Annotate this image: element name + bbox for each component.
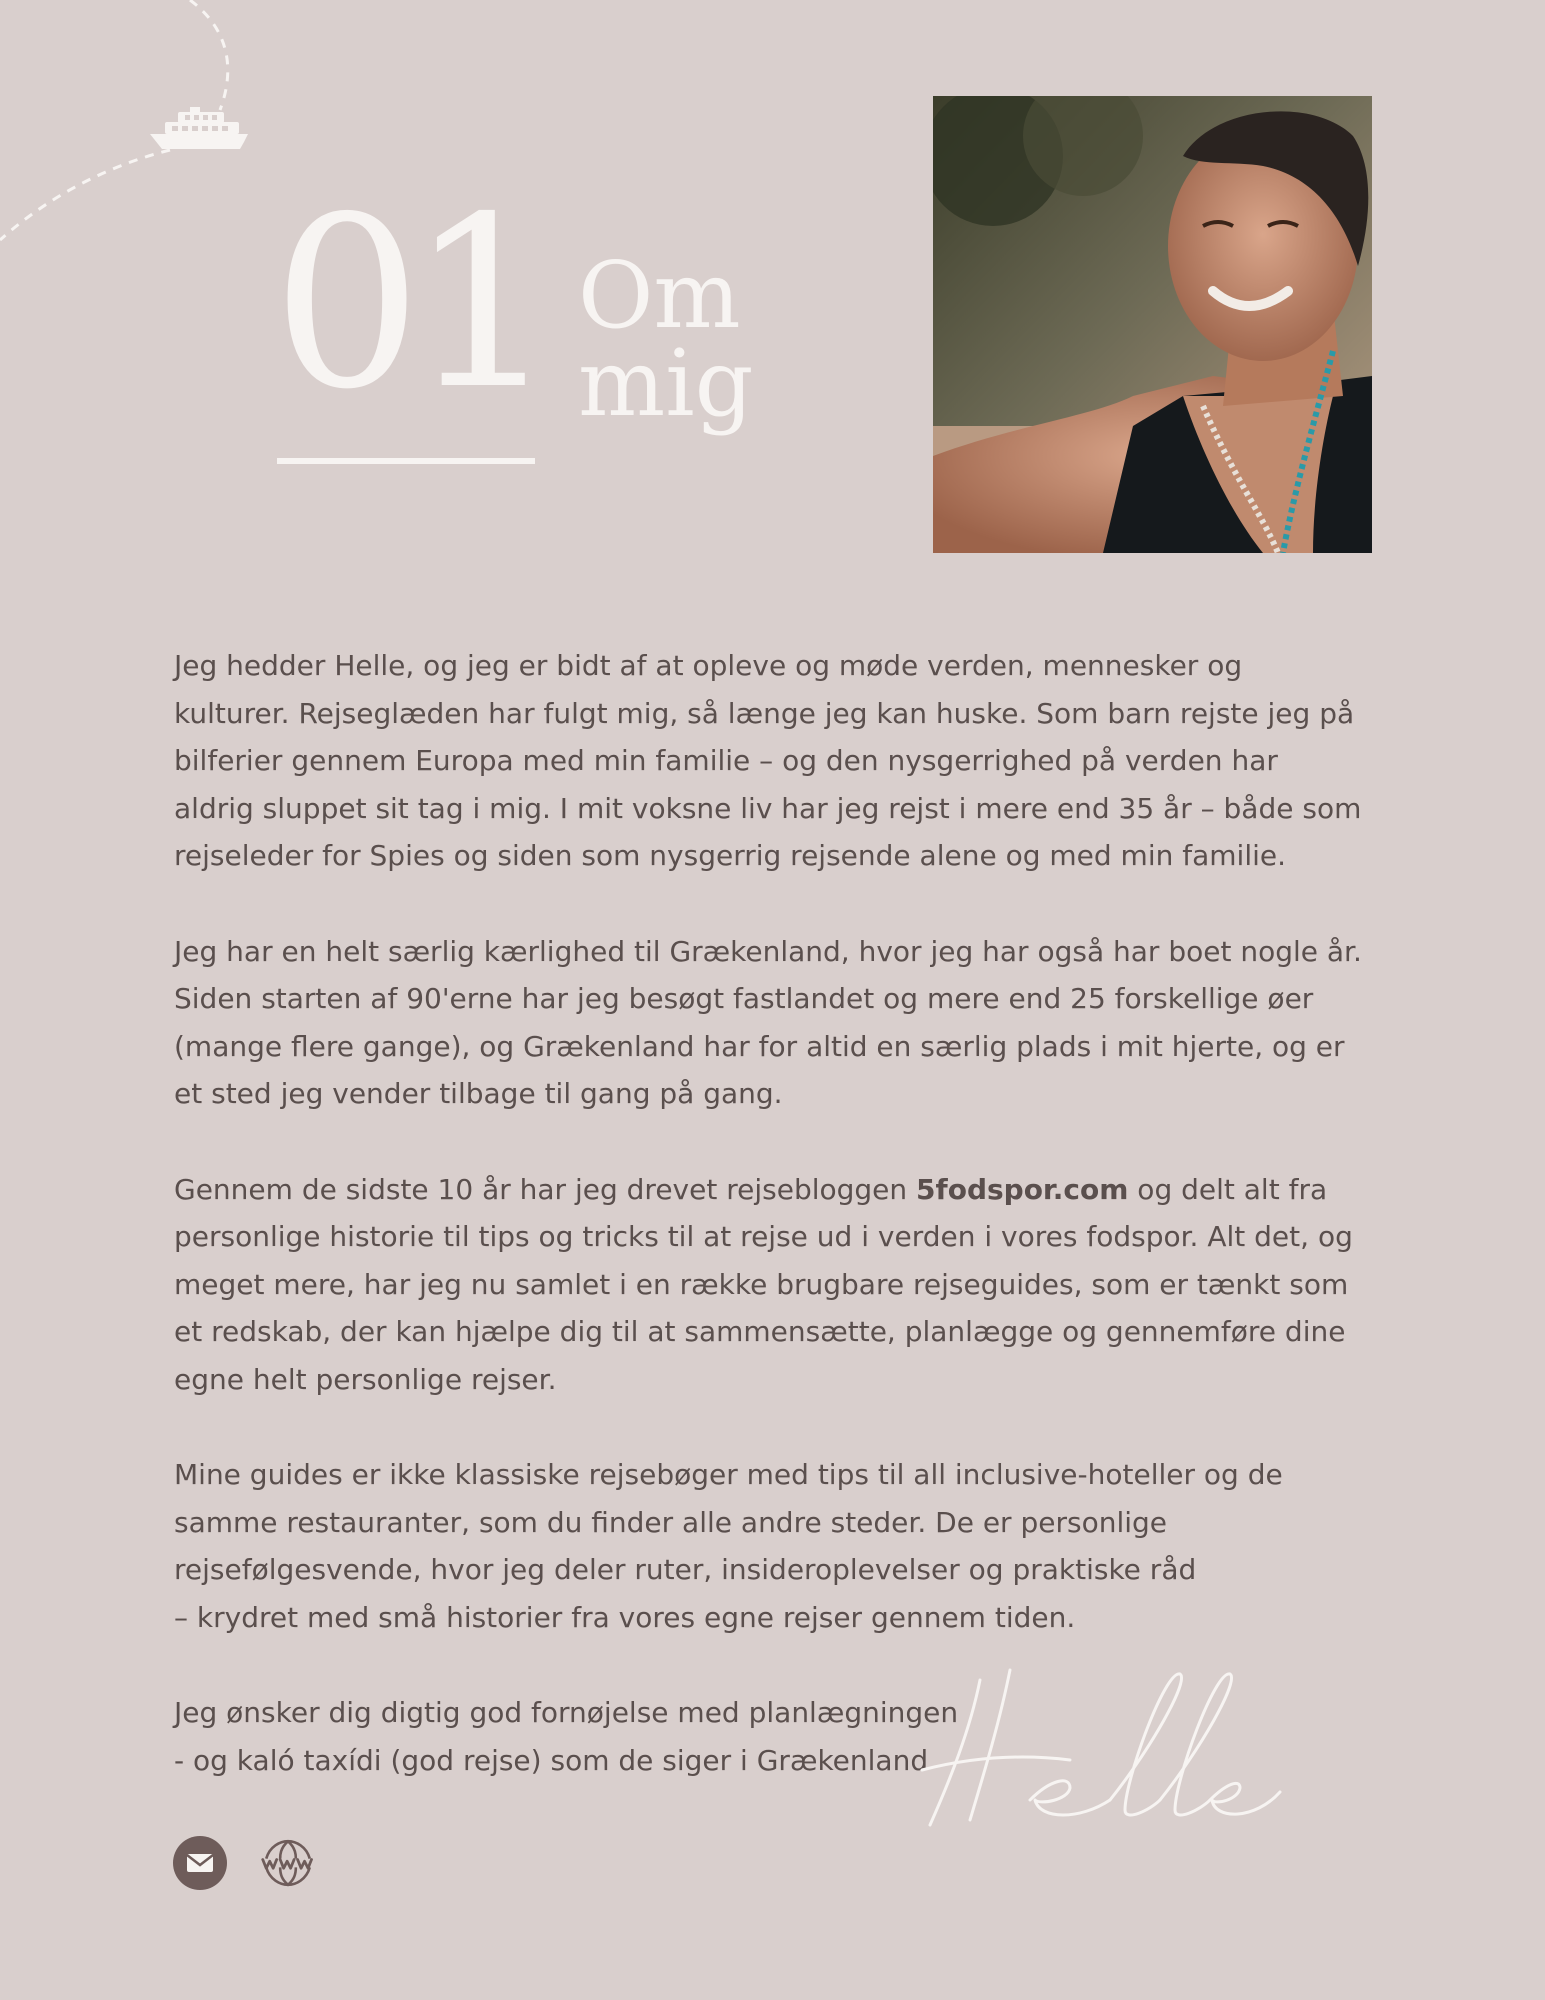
text-line: Mine guides er ikke klassiske rejsebøger med tips til all inclusive-hoteller og de [174, 1458, 1283, 1491]
text-line: (mange flere gange), og Grækenland har for altid en særlig plads i mit hjerte, og er [174, 1029, 1345, 1063]
text-line: bilferier gennem Europa med min familie – og den nysgerrighed på verden har [174, 744, 1278, 777]
text-line: aldrig sluppet sit tag i mig. I mit voksne liv har jeg rejst i mere end 35 år – både som [174, 791, 1362, 825]
text-line: egne helt personlige rejser. [174, 1362, 557, 1396]
chapter-number: 01 [272, 166, 545, 441]
text-line: personlige historie til tips og tricks til at rejse ud i verden i vores fodspor. Alt det, og [174, 1220, 1353, 1253]
text-line: et redskab, der kan hjælpe dig til at sammensætte, planlægge og gennemføre dine [174, 1315, 1346, 1348]
portrait-photo [933, 96, 1372, 553]
signature-helle [920, 1660, 1300, 1835]
contact-icons [173, 1836, 315, 1890]
about-text [174, 642, 1414, 1832]
paragraph-3 [174, 1166, 1414, 1404]
text-line: et sted jeg vender tilbage til gang på gang. [174, 1077, 783, 1110]
boat-route-decoration [0, 0, 260, 260]
text-line: – krydret med små historier fra vores egne rejser gennem tiden. [174, 1600, 1076, 1634]
text-line: kulturer. Rejseglæden har fulgt mig, så længe jeg kan huske. Som barn rejste jeg på [174, 696, 1355, 730]
text-line [174, 1166, 1414, 1214]
paragraph-1 [174, 642, 1414, 880]
paragraph-4 [174, 1451, 1414, 1641]
envelope-icon[interactable] [173, 1836, 227, 1890]
text-line: Jeg hedder Helle, og jeg er bidt af at opleve og møde verden, mennesker og [174, 649, 1243, 682]
text-segment: og delt alt fra [1128, 1172, 1328, 1206]
text-line: Jeg har en helt særlig kærlighed til Grækenland, hvor jeg har også har boet nogle år. [174, 934, 1362, 968]
ferry-icon [150, 107, 248, 149]
text-line: Siden starten af 90'erne har jeg besøgt fastlandet og mere end 25 forskellige øer [174, 982, 1314, 1015]
chapter-title-line-2: mig [578, 330, 754, 437]
chapter-underline [277, 458, 535, 464]
text-line: rejsefølgesvende, hvor jeg deler ruter, insideroplevelser og praktiske råd [174, 1553, 1197, 1586]
text-line: rejseleder for Spies og siden som nysgerrig rejsende alene og med min familie. [174, 839, 1287, 872]
text-line: samme restauranter, som du finder alle andre steder. De er personlige [174, 1505, 1168, 1539]
blog-link[interactable]: 5fodspor.com [916, 1172, 1129, 1206]
text-line: - og kaló taxídi (god rejse) som de siger i Grækenland [174, 1743, 929, 1777]
paragraph-2 [174, 928, 1414, 1118]
chapter-title [578, 242, 798, 437]
globe-www-icon[interactable] [261, 1836, 315, 1890]
chapter-title-line-1: Om [578, 242, 741, 349]
text-line: Jeg ønsker dig digtig god fornøjelse med planlægningen [174, 1696, 959, 1729]
text-line: meget mere, har jeg nu samlet i en række brugbare rejseguides, som er tænkt som [174, 1267, 1349, 1301]
text-segment: Gennem de sidste 10 år har jeg drevet rejsebloggen [174, 1172, 917, 1206]
